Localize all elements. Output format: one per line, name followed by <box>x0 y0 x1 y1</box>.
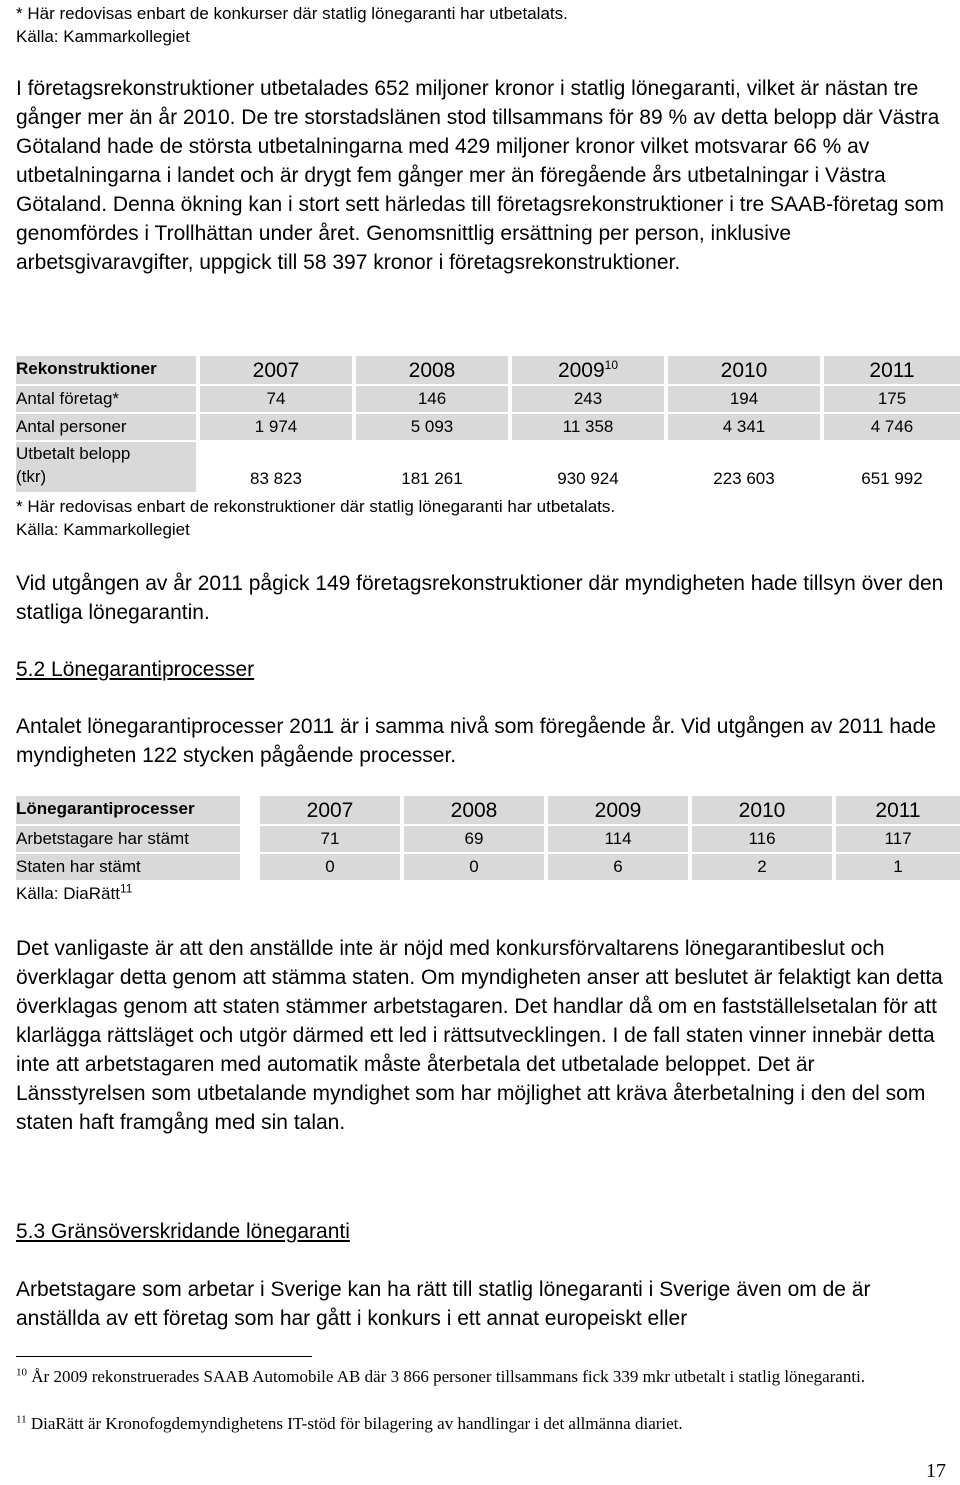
table-source: Källa: DiaRätt$^{11}$ <box>16 881 133 903</box>
table-cell: 0 <box>404 854 544 880</box>
table-cell: 83 823 <box>250 469 302 488</box>
year-header: 2010 <box>668 356 820 384</box>
table-cell: 4 341 <box>668 414 820 440</box>
year-header: 2009$^{10}$ <box>512 356 664 384</box>
table-cell: 1 <box>836 854 960 880</box>
table-cell: 146 <box>356 386 508 412</box>
row-label: Staten har stämt <box>16 854 240 880</box>
table-cell: 194 <box>668 386 820 412</box>
year-header: 2007 <box>260 796 400 824</box>
year-header: 2009 <box>548 796 688 824</box>
section-heading-5-2: 5.2 Lönegarantiprocesser <box>16 658 255 681</box>
table-cell: 71 <box>260 826 400 852</box>
table-cell: 181 261 <box>401 469 463 488</box>
paragraph-rekonstruktion-summary: I företagsrekonstruktioner utbetalades 652 miljoner kronor i statlig lönegaranti, vilket är nästan tre gånger mer än år 2010. De tre storstadslänen stod tillsammans för 89 % av detta belopp där Västra Götaland hade de största utbetalningarna med 429 miljoner kronor vilket motsvarar 66 % av utbetalningarna i landet och är drygt fem gånger mer än föregående års utbetalningar i Västra Götaland. Denna ökning kan i stort sett härledas till företagsrekonstruktioner i tre SAAB-företag som genomfördes i Trollhättan under året. Genomsnittlig ersättning per person, inklusive arbetsgivaravgifter, uppgick till 58 397 kronor i företagsrekonstruktioner. <box>16 77 944 274</box>
table-row <box>16 826 960 854</box>
table-row <box>16 442 960 494</box>
row-label-line: Utbetalt belopp <box>16 444 131 463</box>
table-row <box>16 414 960 442</box>
table-cell: 1 974 <box>200 414 352 440</box>
year-header: 2011 <box>824 356 960 384</box>
year-header: 2008 <box>356 356 508 384</box>
rekonstruktioner-table <box>16 356 960 494</box>
table-header-row <box>16 356 960 386</box>
paragraph-tillsyn: Vid utgången av år 2011 pågick 149 företagsrekonstruktioner där myndigheten hade tillsyn över den statliga lönegarantin. <box>16 572 944 624</box>
table-header-row <box>16 796 960 826</box>
row-label-line: (tkr) <box>16 467 47 486</box>
table-cell: 4 746 <box>824 414 960 440</box>
table-cell: 2 <box>692 854 832 880</box>
top-source: Källa: Kammarkollegiet <box>16 27 190 46</box>
row-label: Arbetstagare har stämt <box>16 826 240 852</box>
row-label: Antal företag* <box>16 386 196 412</box>
table-cell: 6 <box>548 854 688 880</box>
page-number: 17 <box>926 1460 946 1482</box>
table-cell: 175 <box>824 386 960 412</box>
year-header: 2011 <box>836 796 960 824</box>
table-source: Källa: Kammarkollegiet <box>16 520 190 539</box>
table-cell: 69 <box>404 826 544 852</box>
table-cell: 930 924 <box>557 469 619 488</box>
year-header: 2007 <box>200 356 352 384</box>
table-cell: 114 <box>548 826 688 852</box>
table-cell: 11 358 <box>512 414 664 440</box>
table-cell: 223 603 <box>713 469 775 488</box>
footnote-11: $^{11}$ DiaRätt är Kronofogdemyndighetens IT-stöd för bilagering av handlingar i det allmänna diariet. <box>16 1413 683 1433</box>
table-note: * Här redovisas enbart de rekonstruktioner där statlig lönegaranti har utbetalats. <box>16 497 616 516</box>
paragraph-gransoverskridande: Arbetstagare som arbetar i Sverige kan ha rätt till statlig lönegaranti i Sverige även om de är anställda av ett företag som har gått i konkurs i ett annat europeiskt eller <box>16 1278 871 1330</box>
table-cell: 116 <box>692 826 832 852</box>
row-label <box>16 442 196 492</box>
table-header-label: Rekonstruktioner <box>16 356 196 384</box>
table-header-label: Lönegarantiprocesser <box>16 796 240 824</box>
section-heading-5-3: 5.3 Gränsöverskridande lönegaranti <box>16 1220 350 1243</box>
table-cell: 651 992 <box>861 469 923 488</box>
table-cell: 0 <box>260 854 400 880</box>
table-row <box>16 386 960 414</box>
table-cell: 117 <box>836 826 960 852</box>
footnote-separator <box>16 1356 312 1357</box>
paragraph-stamning: Det vanligaste är att den anställde inte är nöjd med konkursförvaltarens lönegarantibeslut och överklagar detta genom att stämma staten. Om myndigheten anser att beslutet är felaktigt kan detta överklagas genom att staten stämmer arbetstagaren. Det handlar då om en fastställelsetalan för att klarlägga rättsläget och utgör därmed ett led i rättsutvecklingen. I de fall staten vinner innebär detta inte att arbetstagaren med automatik måste återbetala det utbetalade beloppet. Det är Länsstyrelsen som utbetalande myndighet som har möjlighet att kräva återbetalning i den del som staten haft framgång med sin talan. <box>16 937 943 1134</box>
row-label: Antal personer <box>16 414 196 440</box>
table-cell: 74 <box>200 386 352 412</box>
year-header: 2008 <box>404 796 544 824</box>
year-header: 2010 <box>692 796 832 824</box>
top-note: * Här redovisas enbart de konkurser där statlig lönegaranti har utbetalats. <box>16 4 568 23</box>
table-row <box>16 854 960 882</box>
table-cell: 5 093 <box>356 414 508 440</box>
lonegarantiprocesser-table <box>16 796 960 882</box>
paragraph-processer: Antalet lönegarantiprocesser 2011 är i samma nivå som föregående år. Vid utgången av 2011 hade myndigheten 122 stycken pågående processer. <box>16 715 936 767</box>
footnote-10: $^{10}$ År 2009 rekonstruerades SAAB Automobile AB där 3 866 personer tillsammans fick 339 mkr utbetalt i statlig lönegaranti. <box>16 1366 866 1386</box>
table-cell: 243 <box>512 386 664 412</box>
